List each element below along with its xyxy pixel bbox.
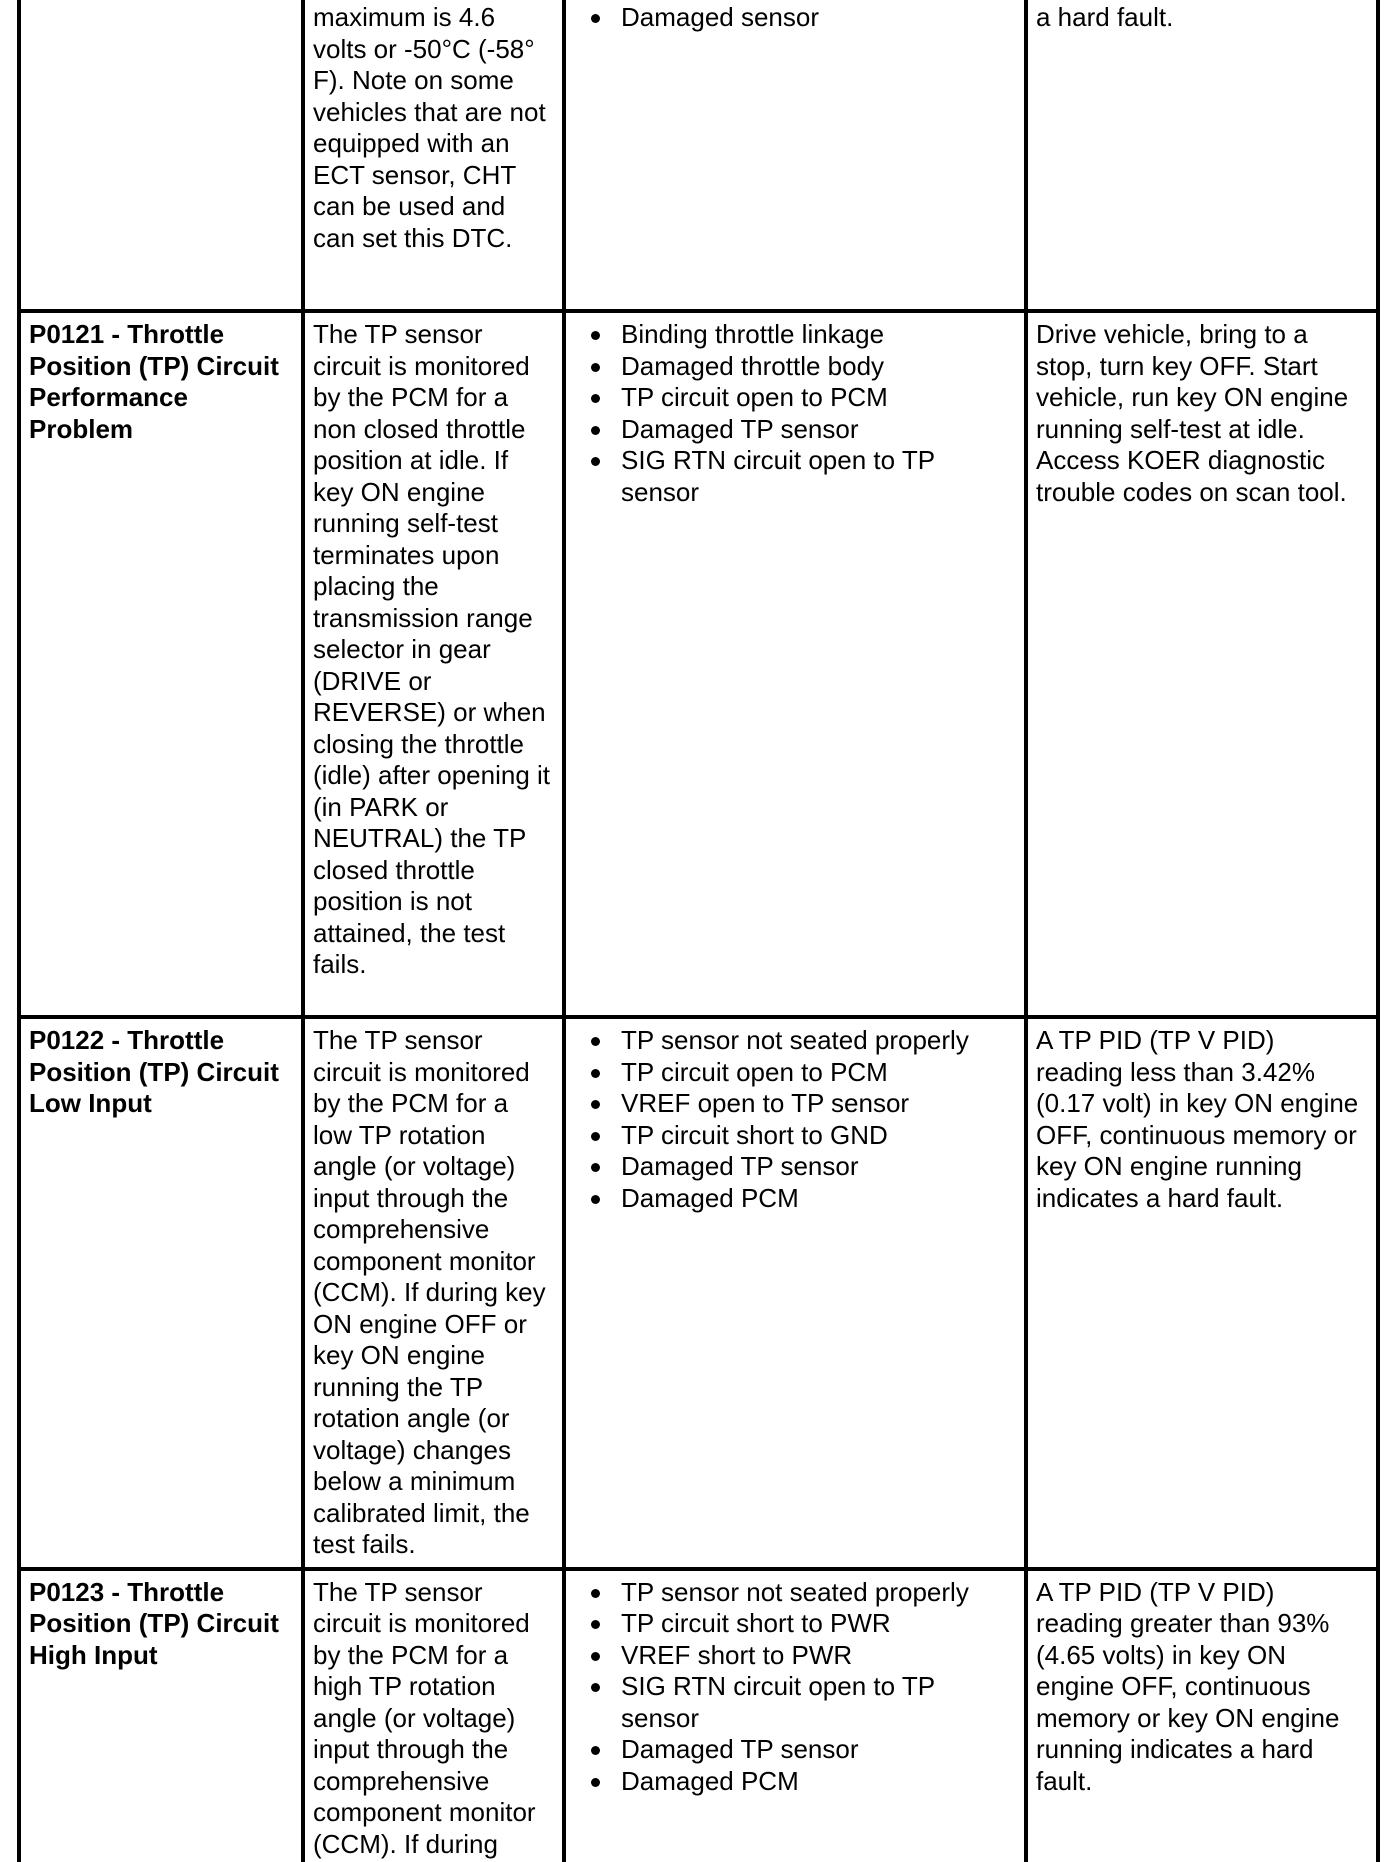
action-cell: A TP PID (TP V PID) reading greater than 93% (4.65 volts) in key ON engine OFF, continuous memory or key ON engine running indicates a hard fault. [1026,1569,1378,1862]
cause-item: TP circuit open to PCM [621,1057,1016,1089]
possible-causes-cell [564,1017,1026,1569]
possible-causes-cell [564,1569,1026,1862]
possible-causes-cell [564,311,1026,1017]
cause-item: Damaged throttle body [621,351,1016,383]
dtc-code-cell: P0121 - Throttle Position (TP) Circuit Performance Problem [19,311,303,1017]
cause-item: Damaged PCM [621,1766,1016,1798]
cause-item: Damaged PCM [621,1183,1016,1215]
possible-causes-cell [564,0,1026,311]
cause-item: VREF open to TP sensor [621,1088,1016,1120]
cause-item: Damaged TP sensor [621,1734,1016,1766]
cause-item: Damaged sensor [621,2,1016,34]
causes-list [574,1577,1016,1798]
description-cell: The TP sensor circuit is monitored by the PCM for a high TP rotation angle (or voltage) input through the comprehensive component monitor (CCM). If during [303,1569,564,1862]
cause-item: TP circuit open to PCM [621,382,1016,414]
cause-item: Damaged TP sensor [621,414,1016,446]
causes-list [574,1025,1016,1214]
action-cell: A TP PID (TP V PID) reading less than 3.42% (0.17 volt) in key ON engine OFF, continuous memory or key ON engine running indicates a hard fault. [1026,1017,1378,1569]
cause-item: VREF short to PWR [621,1640,1016,1672]
table-row [19,0,1378,311]
table-row [19,311,1378,1017]
cause-item: Binding throttle linkage [621,319,1016,351]
cause-item: SIG RTN circuit open to TP sensor [621,445,1016,508]
description-cell: The TP sensor circuit is monitored by the PCM for a non closed throttle position at idle. If key ON engine running self-test terminates upon placing the transmission range selector in gear (DRIVE or REVERSE) or when closing the throttle (idle) after opening it (in PARK or NEUTRAL) the TP closed throttle position is not attained, the test fails. [303,311,564,1017]
causes-list [574,319,1016,508]
dtc-code-cell [19,0,303,311]
action-cell: a hard fault. [1026,0,1378,311]
cause-item: SIG RTN circuit open to TP sensor [621,1671,1016,1734]
cause-item: TP circuit short to PWR [621,1608,1016,1640]
dtc-code-cell: P0123 - Throttle Position (TP) Circuit High Input [19,1569,303,1862]
table-row [19,1017,1378,1569]
description-cell: maximum is 4.6 volts or -50°C (-58° F). Note on some vehicles that are not equipped with an ECT sensor, CHT can be used and can set this DTC. [303,0,564,311]
dtc-code-cell: P0122 - Throttle Position (TP) Circuit Low Input [19,1017,303,1569]
cause-item: TP sensor not seated properly [621,1025,1016,1057]
table-row [19,1569,1378,1862]
cause-item: TP circuit short to GND [621,1120,1016,1152]
causes-list [574,2,1016,34]
description-cell: The TP sensor circuit is monitored by the PCM for a low TP rotation angle (or voltage) input through the comprehensive component monitor (CCM). If during key ON engine OFF or key ON engine running the TP rotation angle (or voltage) changes below a minimum calibrated limit, the test fails. [303,1017,564,1569]
dtc-table [17,0,1380,1862]
cause-item: TP sensor not seated properly [621,1577,1016,1609]
action-cell: Drive vehicle, bring to a stop, turn key OFF. Start vehicle, run key ON engine running self-test at idle. Access KOER diagnostic trouble codes on scan tool. [1026,311,1378,1017]
cause-item: Damaged TP sensor [621,1151,1016,1183]
